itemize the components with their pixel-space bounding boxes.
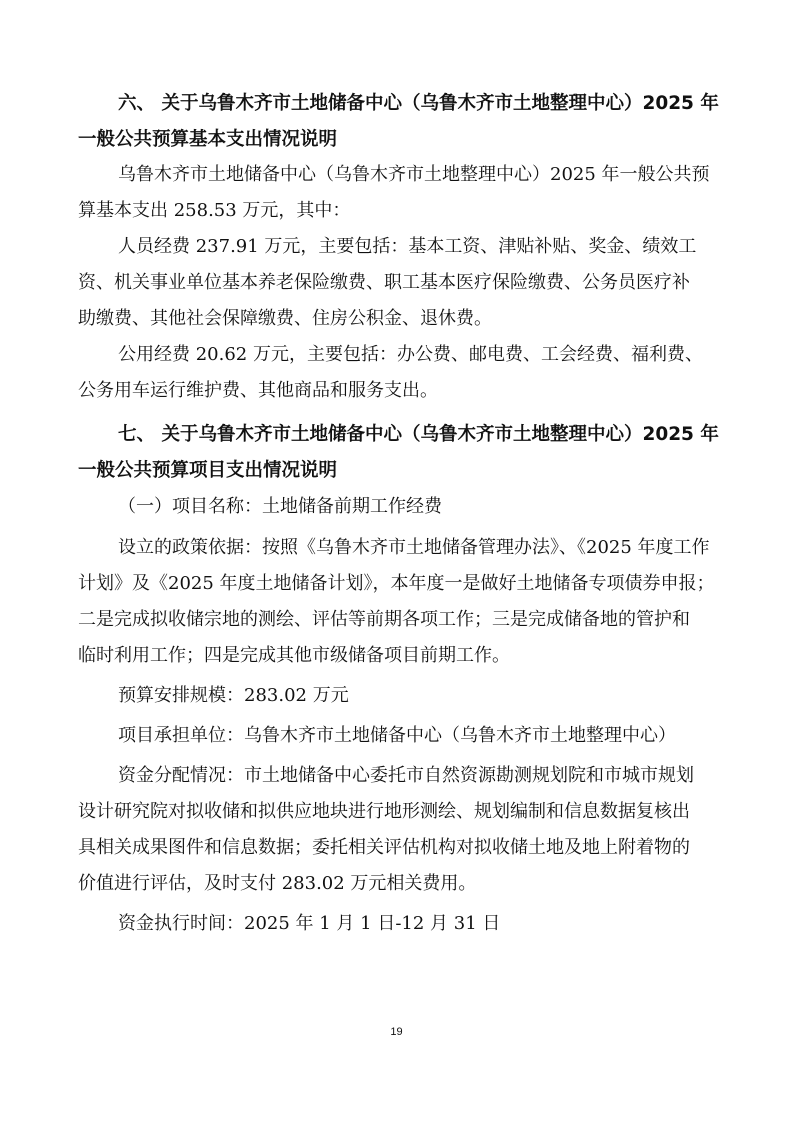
- page-number: 19: [390, 1026, 403, 1038]
- policy-basis-line2: 计划》及《2025 年度土地储备计划》，本年度一是做好土地储备专项债券申报；: [78, 573, 715, 594]
- section6-paragraph1-line2: 算基本支出 258.53 万元，其中：: [78, 200, 351, 221]
- section6-heading-line2: 一般公共预算基本支出情况说明: [78, 129, 338, 150]
- section6-paragraph2-line3: 助缴费、其他社会保障缴费、住房公积金、退休费。: [78, 308, 492, 329]
- section6-heading-line1: 六、 关于乌鲁木齐市土地储备中心（乌鲁木齐市土地整理中心）2025 年: [118, 93, 719, 114]
- policy-basis-line1: 设立的政策依据：按照《乌鲁木齐市土地储备管理办法》、《2025 年度工作: [118, 537, 710, 558]
- section7-heading-line1: 七、 关于乌鲁木齐市土地储备中心（乌鲁木齐市土地整理中心）2025 年: [118, 424, 719, 445]
- fund-allocation-line4: 价值进行评估，及时支付 283.02 万元相关费用。: [78, 873, 477, 894]
- policy-basis-line3: 二是完成拟收储宗地的测绘、评估等前期各项工作；三是完成储备地的管护和: [78, 609, 690, 630]
- fund-execution-time: 资金执行时间：2025 年 1 月 1 日-12 月 31 日: [118, 913, 501, 934]
- section6-paragraph1-line1: 乌鲁木齐市土地储备中心（乌鲁木齐市土地整理中心）2025 年一般公共预: [118, 164, 710, 185]
- section6-paragraph2-line1: 人员经费 237.91 万元，主要包括：基本工资、津贴补贴、奖金、绩效工: [118, 236, 697, 257]
- section6-paragraph2-line2: 资、机关事业单位基本养老保险缴费、职工基本医疗保险缴费、公务员医疗补: [78, 272, 690, 293]
- budget-scale: 预算安排规模：283.02 万元: [118, 685, 349, 706]
- fund-allocation-line2: 设计研究院对拟收储和拟供应地块进行地形测绘、规划编制和信息数据复核出: [78, 801, 690, 822]
- project-name: （一）项目名称：土地储备前期工作经费: [118, 496, 442, 517]
- section6-paragraph3-line2: 公务用车运行维护费、其他商品和服务支出。: [78, 380, 438, 401]
- project-undertaker: 项目承担单位：乌鲁木齐市土地储备中心（乌鲁木齐市土地整理中心）: [118, 725, 676, 746]
- section6-paragraph3-line1: 公用经费 20.62 万元，主要包括：办公费、邮电费、工会经费、福利费、: [118, 344, 703, 365]
- fund-allocation-line3: 具相关成果图件和信息数据；委托相关评估机构对拟收储土地及地上附着物的: [78, 837, 690, 858]
- policy-basis-line4: 临时利用工作；四是完成其他市级储备项目前期工作。: [78, 645, 510, 666]
- fund-allocation-line1: 资金分配情况：市土地储备中心委托市自然资源勘测规划院和市城市规划: [118, 765, 694, 786]
- section7-heading-line2: 一般公共预算项目支出情况说明: [78, 460, 338, 481]
